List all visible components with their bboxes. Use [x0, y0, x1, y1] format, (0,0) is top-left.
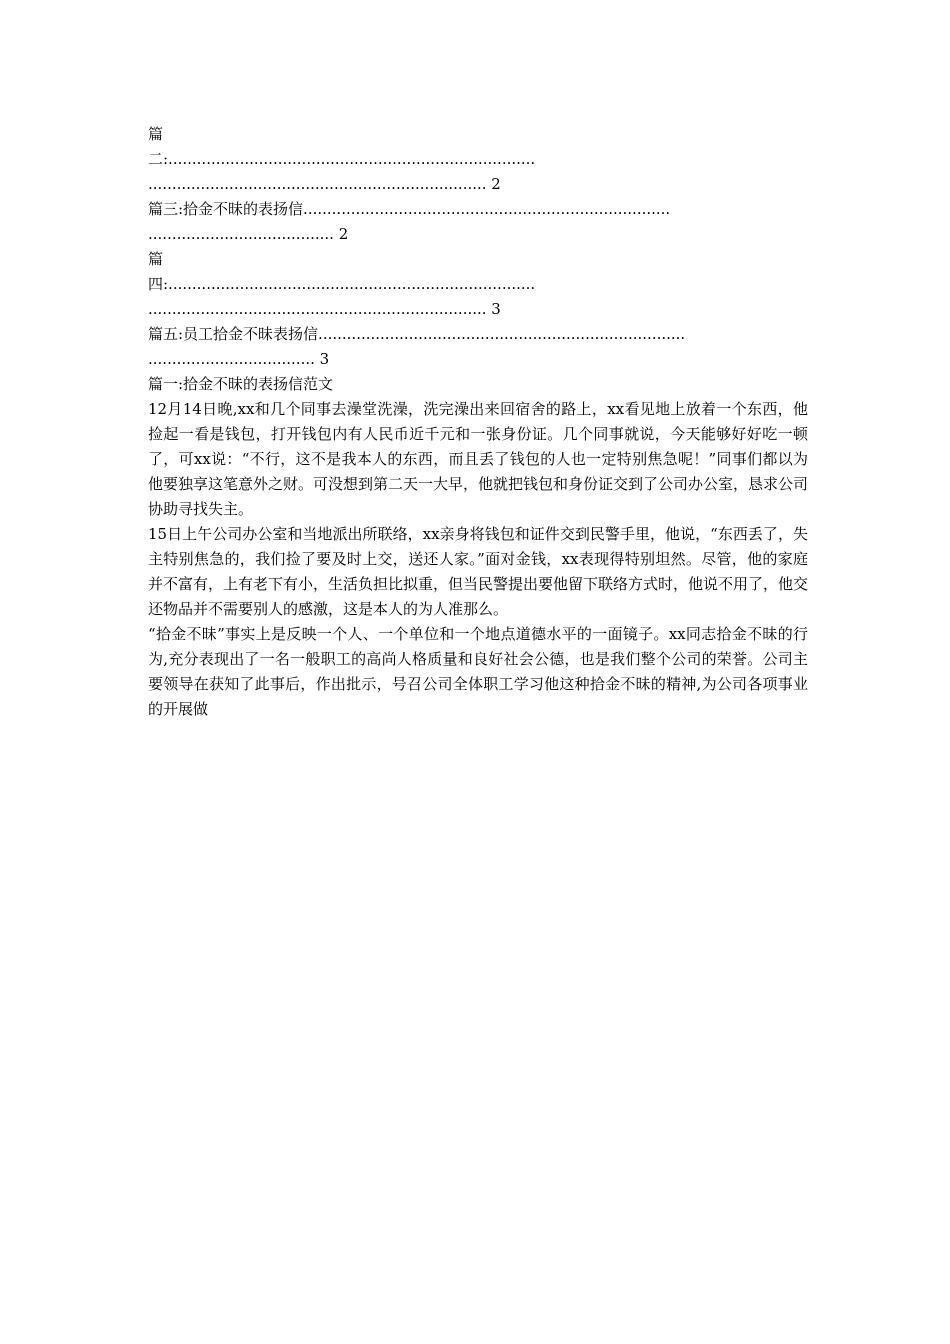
toc-entry-4-line1: 篇 — [148, 250, 164, 268]
document-content — [148, 122, 808, 722]
article-paragraph-1: 12月14日晚,xx和几个同事去澡堂洗澡，洗完澡出来回宿舍的路上，xx看见地上放着一个东西，他捡起一看是钱包，打开钱包内有人民币近千元和一张身份证。几个同事就说，今天能够好好吃一顿了，可xx说：“不行，这不是我本人的东西，而且丢了钱包的人也一定特别焦急呢！”同事们都以为他要独享这笔意外之财。可没想到第二天一大早，他就把钱包和身份证交到了公司办公室，恳求公司协助寻找失主。 — [148, 400, 809, 518]
toc-entry-2-line2: 二:............................................................................. — [148, 150, 536, 168]
toc-entry-5-line1: 篇五:员工拾金不昧表扬信............................................................................. — [148, 325, 686, 343]
article-paragraph-3: “拾金不昧”事实上是反映一个人、一个单位和一个地点道德水平的一面镜子。xx同志拾金不昧的行为,充分表现出了一名一般职工的高尚人格质量和良好社会公德，也是我们整个公司的荣誉。公司主要领导在获知了此事后，作出批示，号召公司全体职工学习他这种拾金不昧的精神,为公司各项事业的开展做 — [148, 625, 808, 718]
table-of-contents — [148, 122, 808, 372]
toc-entry-5-line2: ................................... 3 — [148, 350, 330, 368]
toc-entry-4-line3: ....................................................................... 3 — [148, 300, 501, 318]
article-title: 篇一:拾金不昧的表扬信范文 — [148, 375, 334, 393]
toc-entry-2-line3: ....................................................................... 2 — [148, 175, 501, 193]
toc-entry-2-line1: 篇 — [148, 125, 164, 143]
toc-entry-3-line2: ....................................... 2 — [148, 225, 349, 243]
toc-entry-3-line1: 篇三:拾金不昧的表扬信............................................................................. — [148, 200, 671, 218]
toc-entry-4-line2: 四:............................................................................. — [148, 275, 536, 293]
article-paragraph-2: 15日上午公司办公室和当地派出所联络，xx亲身将钱包和证件交到民警手里，他说，“东西丢了，失主特别焦急的，我们捡了要及时上交，送还人家。”面对金钱，xx表现得特别坦然。尽管，他的家庭并不富有，上有老下有小，生活负担比拟重，但当民警提出要他留下联络方式时，他说不用了，他交还物品并不需要别人的感激，这是本人的为人准那么。 — [148, 525, 809, 618]
